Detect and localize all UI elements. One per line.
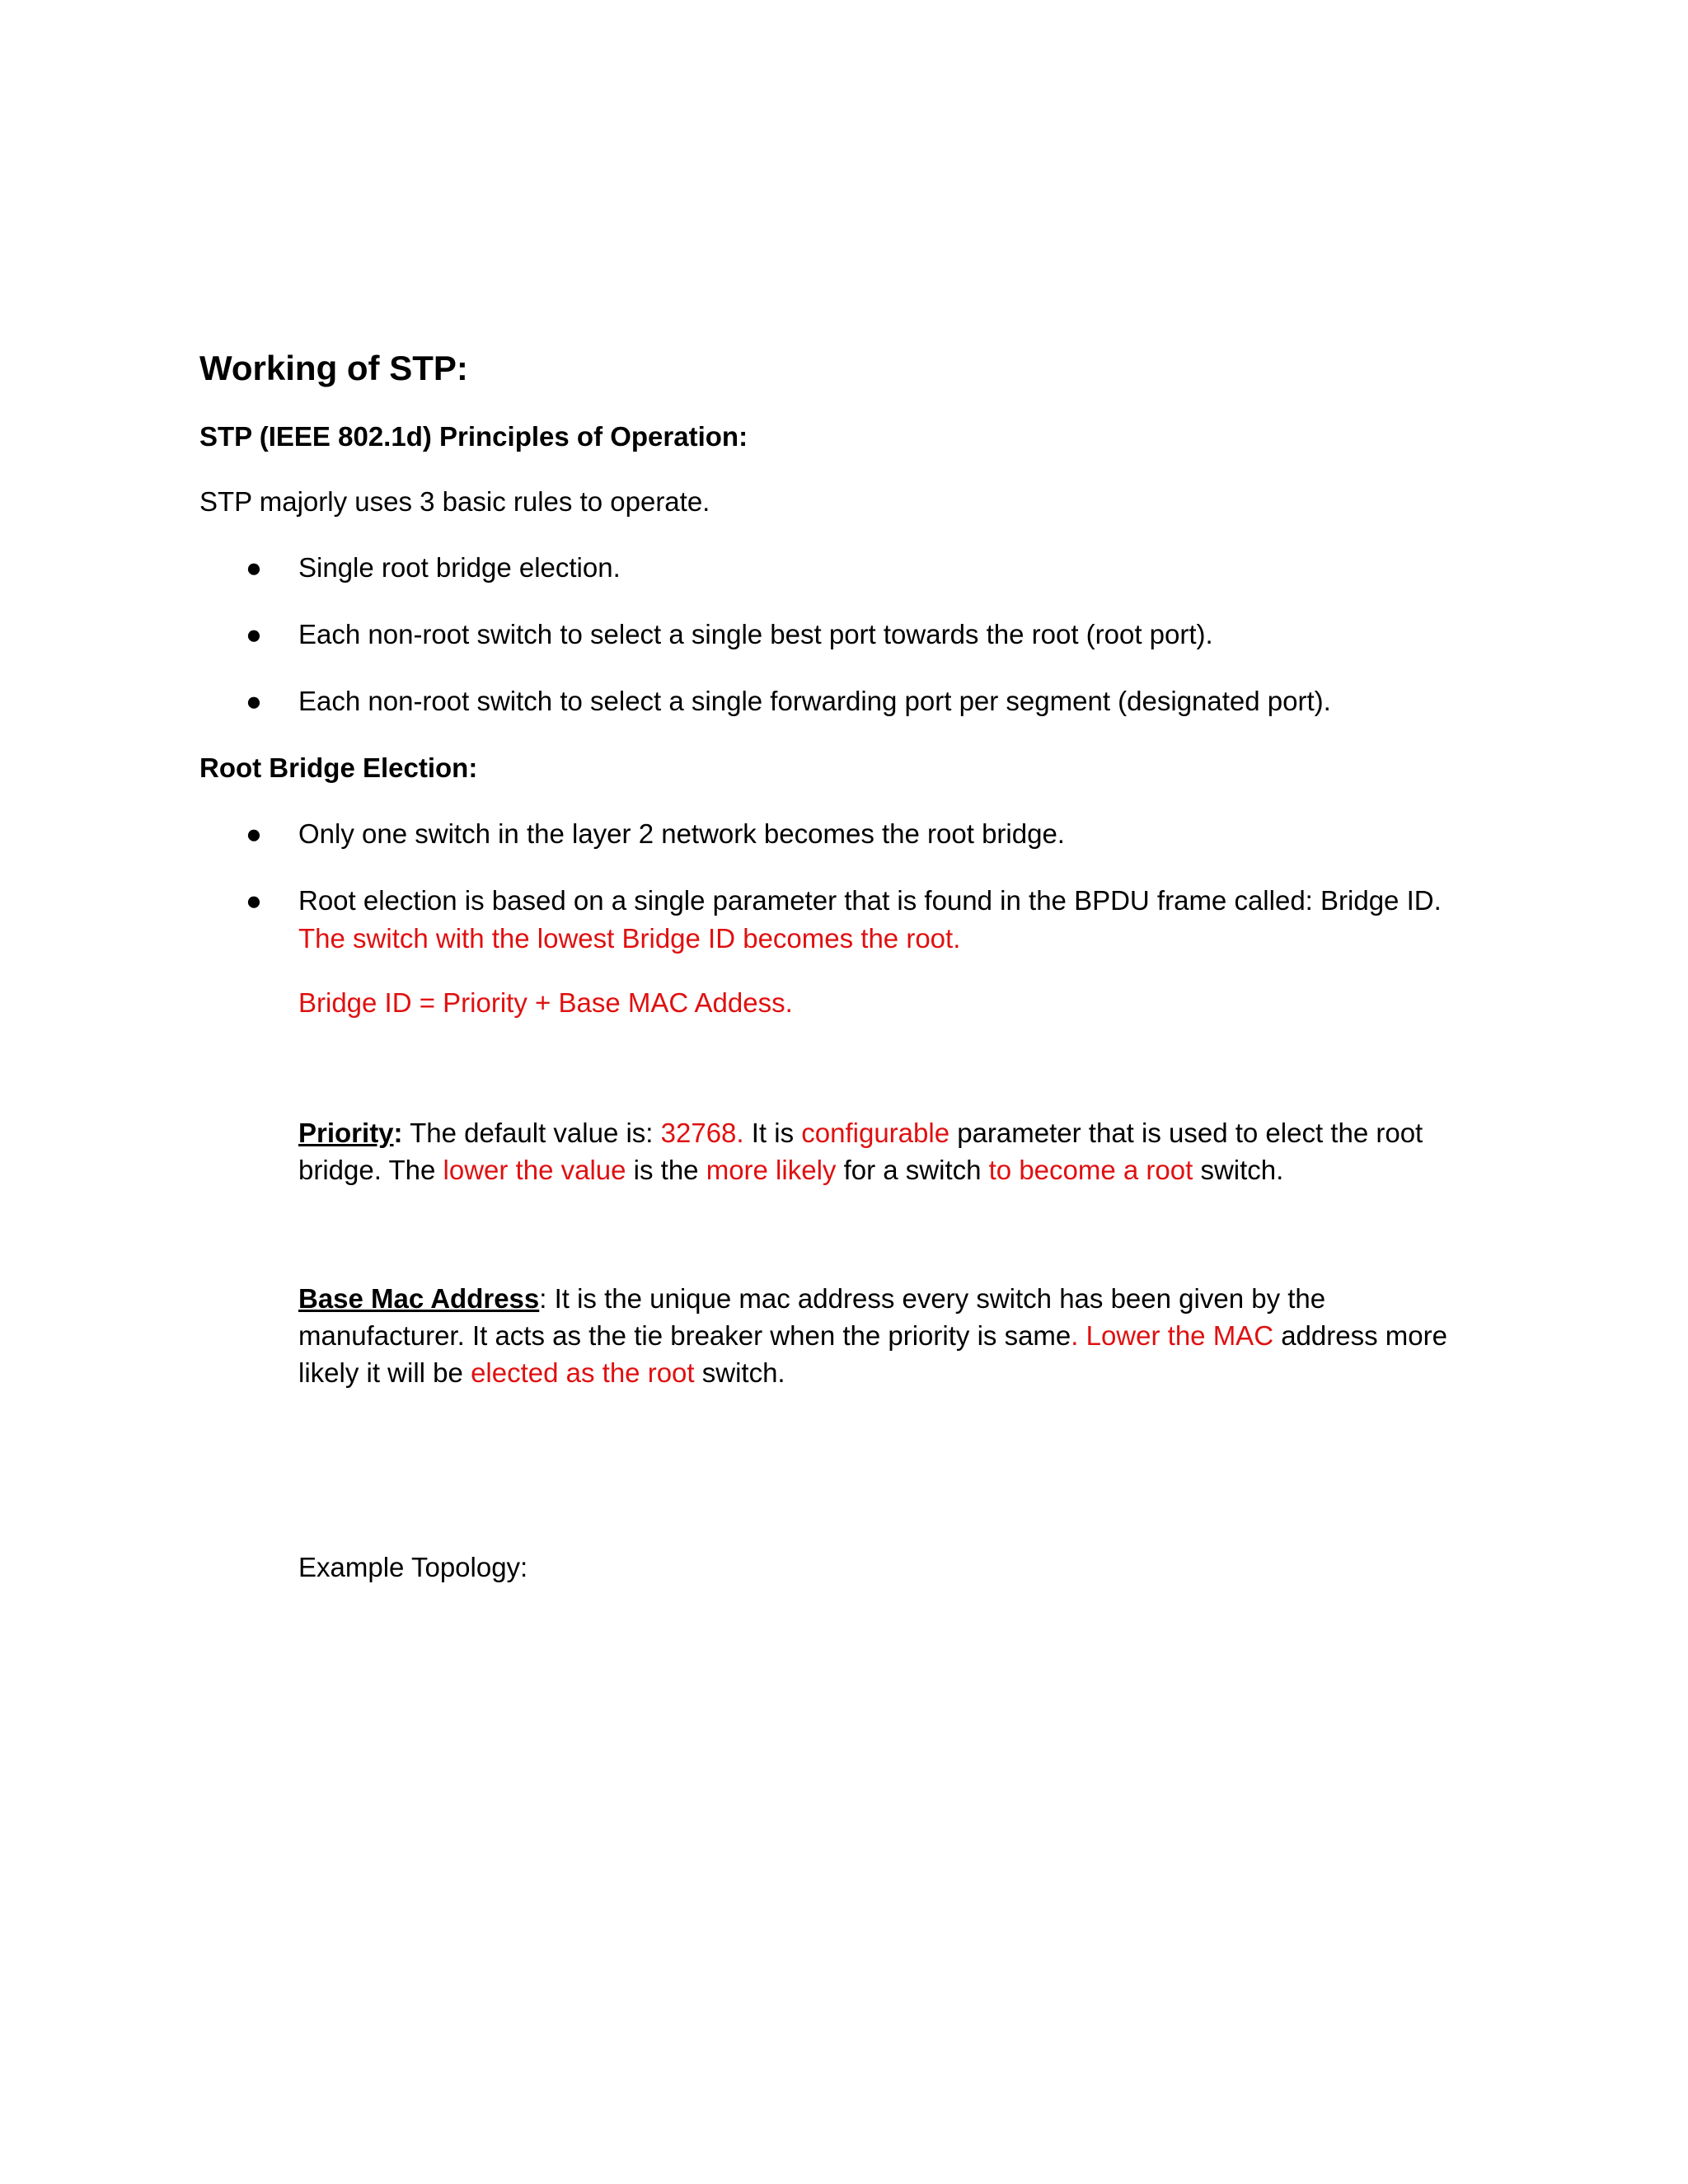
priority-paragraph-line1: Priority: The default value is: 32768. It is configurable parameter that is used to elect the root xyxy=(298,1118,1423,1148)
page-title: Working of STP: xyxy=(199,349,468,387)
mac-paragraph-line1: Base Mac Address: It is the unique mac address every switch has been given by the xyxy=(298,1283,1326,1314)
mac-paragraph-line2: manufacturer. It acts as the tie breaker when the priority is same. Lower the MAC address more xyxy=(298,1320,1447,1351)
list-item: Only one switch in the layer 2 network becomes the root bridge. xyxy=(298,818,1065,849)
mac-paragraph-line3: likely it will be elected as the root switch. xyxy=(298,1357,785,1388)
bullet-icon: ● xyxy=(246,686,262,716)
mac-label: Base Mac Address xyxy=(298,1283,540,1314)
bridge-id-formula: Bridge ID = Priority + Base MAC Addess. xyxy=(298,987,793,1018)
priority-paragraph-line2: bridge. The lower the value is the more likely for a switch to become a root switch. xyxy=(298,1155,1284,1185)
list-item: Each non-root switch to select a single best port towards the root (root port). xyxy=(298,619,1213,649)
bullet-icon: ● xyxy=(246,619,262,649)
list-item-continuation: The switch with the lowest Bridge ID becomes the root. xyxy=(298,923,961,954)
example-topology-caption: Example Topology: xyxy=(298,1552,528,1582)
section-heading-principles: STP (IEEE 802.1d) Principles of Operation: xyxy=(199,421,748,452)
bullet-icon: ● xyxy=(246,552,262,583)
priority-label: Priority xyxy=(298,1118,394,1148)
intro-paragraph: STP majorly uses 3 basic rules to operate. xyxy=(199,486,710,517)
list-item: Root election is based on a single parameter that is found in the BPDU frame called: Bridge ID. xyxy=(298,885,1442,916)
list-item: Each non-root switch to select a single forwarding port per segment (designated port). xyxy=(298,686,1331,716)
bullet-icon: ● xyxy=(246,885,262,916)
bullet-icon: ● xyxy=(246,818,262,849)
list-item: Single root bridge election. xyxy=(298,552,621,583)
section-heading-root-bridge: Root Bridge Election: xyxy=(199,752,478,783)
